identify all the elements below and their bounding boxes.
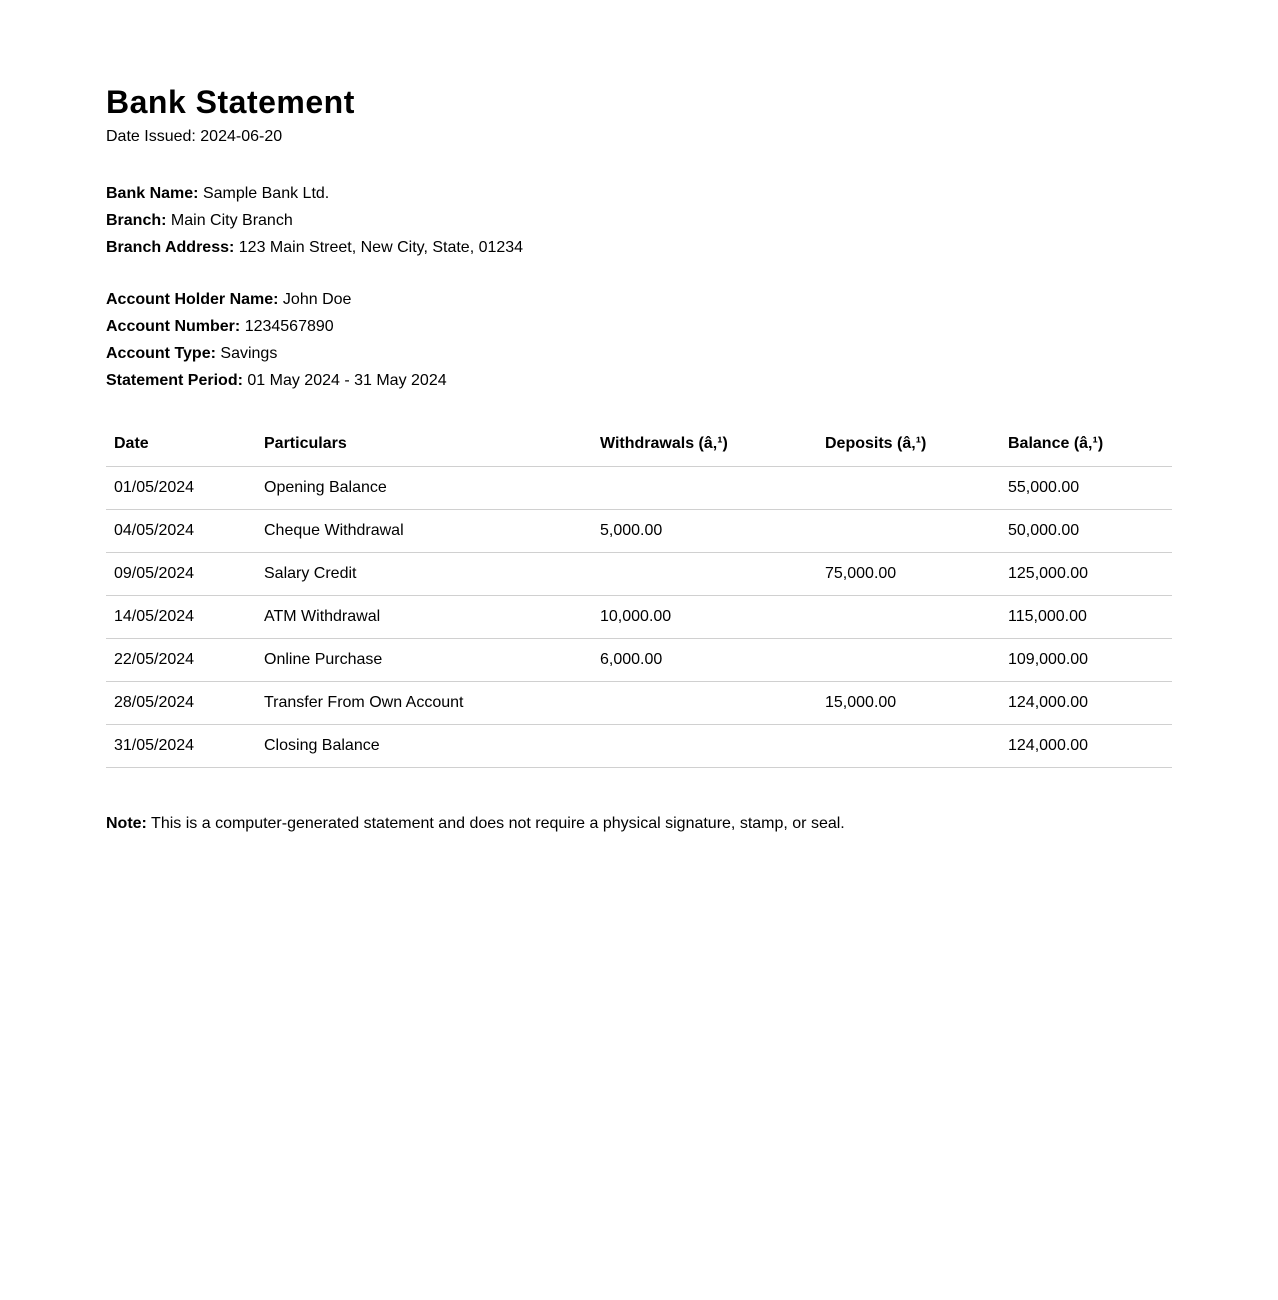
transactions-table: [106, 422, 1172, 768]
branch-label: Branch:: [106, 212, 167, 229]
cell-deposits: 15,000.00: [817, 682, 1000, 725]
account-holder-label: Account Holder Name:: [106, 291, 279, 308]
note-text: This is a computer-generated statement and does not require a physical signature, stamp, or seal.: [151, 815, 845, 832]
cell-withdrawals: [592, 682, 817, 725]
cell-balance: 124,000.00: [1000, 682, 1172, 725]
statement-period-value: 01 May 2024 - 31 May 2024: [247, 372, 447, 389]
table-row: [106, 467, 1172, 510]
branch-address-row: [106, 234, 1172, 261]
account-details: [106, 286, 1172, 394]
date-issued-label: Date Issued:: [106, 128, 196, 145]
bank-name-label: Bank Name:: [106, 185, 199, 202]
page-title: Bank Statement: [106, 84, 355, 120]
branch-address-label: Branch Address:: [106, 239, 235, 256]
account-holder-row: [106, 286, 1172, 313]
account-type-value: Savings: [220, 345, 278, 362]
cell-date: 28/05/2024: [106, 682, 256, 725]
statement-period-label: Statement Period:: [106, 372, 243, 389]
cell-date: 22/05/2024: [106, 639, 256, 682]
header-particulars: Particulars: [256, 422, 592, 467]
table-row: [106, 510, 1172, 553]
cell-deposits: [817, 467, 1000, 510]
account-number-label: Account Number:: [106, 318, 241, 335]
cell-date: 09/05/2024: [106, 553, 256, 596]
header-withdrawals: Withdrawals (â‚¹): [592, 422, 817, 467]
cell-balance: 124,000.00: [1000, 725, 1172, 768]
cell-date: 04/05/2024: [106, 510, 256, 553]
cell-deposits: [817, 510, 1000, 553]
cell-balance: 109,000.00: [1000, 639, 1172, 682]
statement-period-row: [106, 367, 1172, 394]
header-balance: Balance (â‚¹): [1000, 422, 1172, 467]
cell-date: 14/05/2024: [106, 596, 256, 639]
cell-balance: 125,000.00: [1000, 553, 1172, 596]
cell-particulars: ATM Withdrawal: [256, 596, 592, 639]
statement-page: [106, 80, 1172, 833]
cell-date: 01/05/2024: [106, 467, 256, 510]
cell-particulars: Online Purchase: [256, 639, 592, 682]
cell-withdrawals: 5,000.00: [592, 510, 817, 553]
statement-note: [106, 815, 1172, 833]
table-row: [106, 725, 1172, 768]
account-holder-value: John Doe: [282, 291, 352, 308]
cell-withdrawals: 6,000.00: [592, 639, 817, 682]
cell-date: 31/05/2024: [106, 725, 256, 768]
account-number-value: 1234567890: [244, 318, 334, 335]
branch-row: [106, 207, 1172, 234]
cell-withdrawals: 10,000.00: [592, 596, 817, 639]
bank-details: [106, 180, 1172, 261]
cell-particulars: Salary Credit: [256, 553, 592, 596]
cell-withdrawals: [592, 467, 817, 510]
note-label: Note:: [106, 815, 147, 832]
cell-balance: 50,000.00: [1000, 510, 1172, 553]
header-date: Date: [106, 422, 256, 467]
bank-name-value: Sample Bank Ltd.: [202, 185, 330, 202]
cell-balance: 55,000.00: [1000, 467, 1172, 510]
cell-withdrawals: [592, 553, 817, 596]
cell-particulars: Closing Balance: [256, 725, 592, 768]
cell-particulars: Transfer From Own Account: [256, 682, 592, 725]
bank-name-row: [106, 180, 1172, 207]
cell-balance: 115,000.00: [1000, 596, 1172, 639]
cell-withdrawals: [592, 725, 817, 768]
date-issued-value: 2024-06-20: [200, 128, 283, 145]
cell-particulars: Opening Balance: [256, 467, 592, 510]
table-row: [106, 682, 1172, 725]
account-type-row: [106, 340, 1172, 367]
cell-deposits: [817, 596, 1000, 639]
date-issued: [106, 126, 1172, 148]
table-header-row: [106, 422, 1172, 467]
branch-address-value: 123 Main Street, New City, State, 01234: [238, 239, 524, 256]
cell-deposits: 75,000.00: [817, 553, 1000, 596]
account-number-row: [106, 313, 1172, 340]
cell-particulars: Cheque Withdrawal: [256, 510, 592, 553]
table-row: [106, 639, 1172, 682]
cell-deposits: [817, 725, 1000, 768]
table-row: [106, 596, 1172, 639]
table-row: [106, 553, 1172, 596]
branch-value: Main City Branch: [170, 212, 293, 229]
cell-deposits: [817, 639, 1000, 682]
header-deposits: Deposits (â‚¹): [817, 422, 1000, 467]
account-type-label: Account Type:: [106, 345, 216, 362]
